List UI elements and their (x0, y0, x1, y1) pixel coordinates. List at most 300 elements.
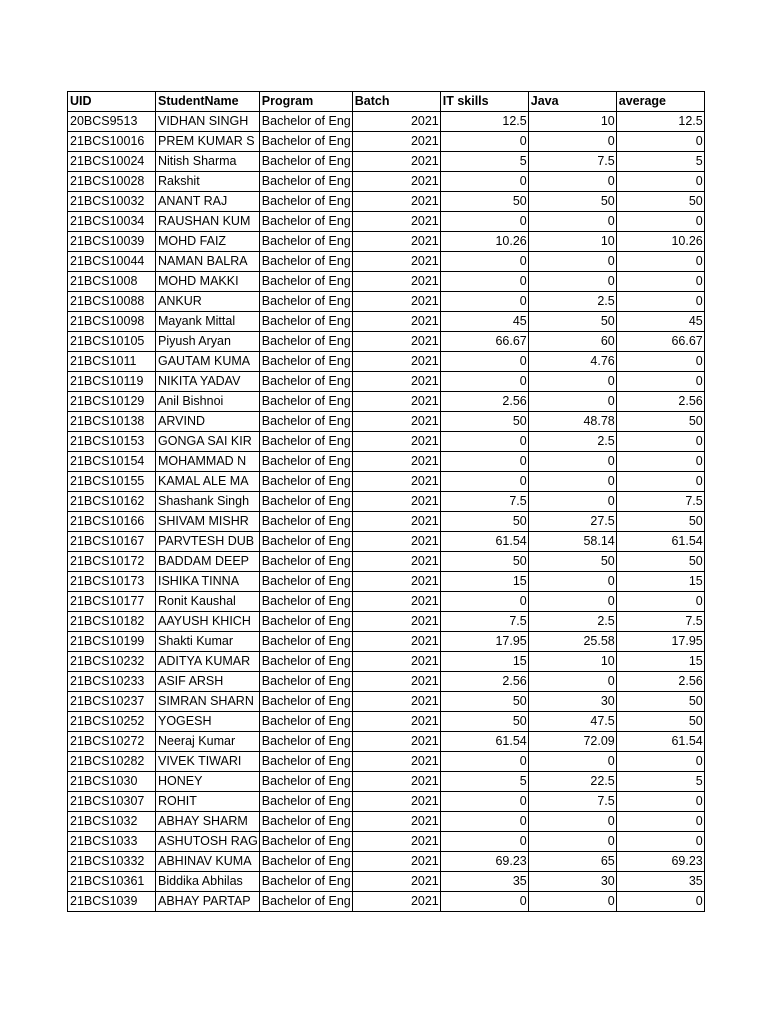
it-skills-cell: 0 (440, 132, 528, 152)
batch-cell: 2021 (352, 592, 440, 612)
program-cell: Bachelor of Eng (259, 672, 352, 692)
program-cell: Bachelor of Eng (259, 252, 352, 272)
program-cell: Bachelor of Eng (259, 112, 352, 132)
student-name-cell: Mayank Mittal (156, 312, 260, 332)
student-name-cell: ANANT RAJ (156, 192, 260, 212)
program-cell: Bachelor of Eng (259, 732, 352, 752)
uid-cell: 21BCS10155 (68, 472, 156, 492)
uid-cell: 21BCS1030 (68, 772, 156, 792)
batch-cell: 2021 (352, 752, 440, 772)
table-row (68, 272, 705, 292)
uid-cell: 21BCS10129 (68, 392, 156, 412)
it-skills-cell: 0 (440, 432, 528, 452)
it-skills-cell: 0 (440, 592, 528, 612)
batch-cell: 2021 (352, 832, 440, 852)
average-cell: 0 (616, 592, 704, 612)
batch-cell: 2021 (352, 672, 440, 692)
table-row (68, 812, 705, 832)
uid-cell: 21BCS10119 (68, 372, 156, 392)
uid-cell: 21BCS10237 (68, 692, 156, 712)
table-row (68, 312, 705, 332)
batch-cell: 2021 (352, 572, 440, 592)
uid-cell: 21BCS10233 (68, 672, 156, 692)
java-cell: 30 (528, 872, 616, 892)
java-cell: 72.09 (528, 732, 616, 752)
average-cell: 0 (616, 372, 704, 392)
it-skills-cell: 0 (440, 252, 528, 272)
java-cell: 0 (528, 212, 616, 232)
program-cell: Bachelor of Eng (259, 772, 352, 792)
uid-cell: 21BCS1033 (68, 832, 156, 852)
table-row (68, 632, 705, 652)
table-row (68, 592, 705, 612)
batch-cell: 2021 (352, 312, 440, 332)
batch-cell: 2021 (352, 552, 440, 572)
it-skills-cell: 0 (440, 892, 528, 912)
java-cell: 0 (528, 472, 616, 492)
student-name-cell: BADDAM DEEP (156, 552, 260, 572)
it-skills-cell: 17.95 (440, 632, 528, 652)
header-row (68, 92, 705, 112)
it-skills-cell: 50 (440, 552, 528, 572)
table-row (68, 232, 705, 252)
uid-cell: 20BCS9513 (68, 112, 156, 132)
java-cell: 2.5 (528, 432, 616, 452)
it-skills-cell: 0 (440, 372, 528, 392)
java-cell: 0 (528, 172, 616, 192)
batch-cell: 2021 (352, 392, 440, 412)
average-cell: 7.5 (616, 492, 704, 512)
uid-cell: 21BCS10032 (68, 192, 156, 212)
batch-cell: 2021 (352, 792, 440, 812)
it-skills-cell: 5 (440, 152, 528, 172)
it-skills-cell: 15 (440, 572, 528, 592)
java-cell: 27.5 (528, 512, 616, 532)
student-name-cell: SIMRAN SHARN (156, 692, 260, 712)
average-cell: 50 (616, 552, 704, 572)
average-cell: 12.5 (616, 112, 704, 132)
uid-cell: 21BCS10039 (68, 232, 156, 252)
student-name-cell: PREM KUMAR S (156, 132, 260, 152)
program-cell: Bachelor of Eng (259, 872, 352, 892)
student-name-cell: KAMAL ALE MA (156, 472, 260, 492)
batch-cell: 2021 (352, 192, 440, 212)
table-row (68, 672, 705, 692)
program-cell: Bachelor of Eng (259, 272, 352, 292)
program-cell: Bachelor of Eng (259, 752, 352, 772)
table-row (68, 772, 705, 792)
average-cell: 50 (616, 412, 704, 432)
it-skills-cell: 0 (440, 752, 528, 772)
java-cell: 0 (528, 812, 616, 832)
batch-cell: 2021 (352, 372, 440, 392)
table-row (68, 452, 705, 472)
table-row (68, 472, 705, 492)
program-cell: Bachelor of Eng (259, 372, 352, 392)
it-skills-cell: 0 (440, 452, 528, 472)
average-cell: 2.56 (616, 392, 704, 412)
table-row (68, 612, 705, 632)
java-cell: 0 (528, 592, 616, 612)
average-cell: 10.26 (616, 232, 704, 252)
average-cell: 61.54 (616, 732, 704, 752)
program-cell: Bachelor of Eng (259, 592, 352, 612)
java-cell: 0 (528, 252, 616, 272)
student-name-cell: Rakshit (156, 172, 260, 192)
program-cell: Bachelor of Eng (259, 832, 352, 852)
student-name-cell: ROHIT (156, 792, 260, 812)
program-cell: Bachelor of Eng (259, 552, 352, 572)
program-cell: Bachelor of Eng (259, 612, 352, 632)
batch-cell: 2021 (352, 492, 440, 512)
average-cell: 50 (616, 692, 704, 712)
student-name-cell: Nitish Sharma (156, 152, 260, 172)
it-skills-cell: 69.23 (440, 852, 528, 872)
java-cell: 25.58 (528, 632, 616, 652)
batch-cell: 2021 (352, 632, 440, 652)
batch-cell: 2021 (352, 692, 440, 712)
table-body (68, 112, 705, 912)
uid-cell: 21BCS10153 (68, 432, 156, 452)
student-name-cell: MOHD MAKKI (156, 272, 260, 292)
uid-cell: 21BCS10138 (68, 412, 156, 432)
table-row (68, 872, 705, 892)
header-student-name: StudentName (156, 92, 260, 112)
batch-cell: 2021 (352, 152, 440, 172)
student-name-cell: GAUTAM KUMA (156, 352, 260, 372)
it-skills-cell: 61.54 (440, 532, 528, 552)
program-cell: Bachelor of Eng (259, 852, 352, 872)
uid-cell: 21BCS1032 (68, 812, 156, 832)
program-cell: Bachelor of Eng (259, 392, 352, 412)
batch-cell: 2021 (352, 772, 440, 792)
student-name-cell: VIVEK TIWARI (156, 752, 260, 772)
uid-cell: 21BCS10028 (68, 172, 156, 192)
program-cell: Bachelor of Eng (259, 892, 352, 912)
average-cell: 0 (616, 272, 704, 292)
uid-cell: 21BCS10232 (68, 652, 156, 672)
average-cell: 0 (616, 252, 704, 272)
java-cell: 65 (528, 852, 616, 872)
table-row (68, 832, 705, 852)
uid-cell: 21BCS1039 (68, 892, 156, 912)
java-cell: 0 (528, 372, 616, 392)
program-cell: Bachelor of Eng (259, 352, 352, 372)
average-cell: 0 (616, 212, 704, 232)
it-skills-cell: 7.5 (440, 612, 528, 632)
header-average: average (616, 92, 704, 112)
average-cell: 50 (616, 192, 704, 212)
java-cell: 50 (528, 312, 616, 332)
uid-cell: 21BCS10098 (68, 312, 156, 332)
program-cell: Bachelor of Eng (259, 452, 352, 472)
it-skills-cell: 2.56 (440, 672, 528, 692)
average-cell: 0 (616, 432, 704, 452)
program-cell: Bachelor of Eng (259, 652, 352, 672)
batch-cell: 2021 (352, 252, 440, 272)
program-cell: Bachelor of Eng (259, 692, 352, 712)
student-name-cell: AAYUSH KHICH (156, 612, 260, 632)
program-cell: Bachelor of Eng (259, 512, 352, 532)
program-cell: Bachelor of Eng (259, 632, 352, 652)
program-cell: Bachelor of Eng (259, 812, 352, 832)
program-cell: Bachelor of Eng (259, 492, 352, 512)
student-name-cell: ISHIKA TINNA (156, 572, 260, 592)
java-cell: 0 (528, 892, 616, 912)
java-cell: 2.5 (528, 292, 616, 312)
table-row (68, 132, 705, 152)
it-skills-cell: 0 (440, 792, 528, 812)
average-cell: 2.56 (616, 672, 704, 692)
uid-cell: 21BCS10177 (68, 592, 156, 612)
student-name-cell: ABHAY PARTAP (156, 892, 260, 912)
uid-cell: 21BCS10167 (68, 532, 156, 552)
java-cell: 47.5 (528, 712, 616, 732)
uid-cell: 21BCS10162 (68, 492, 156, 512)
student-name-cell: Piyush Aryan (156, 332, 260, 352)
student-name-cell: MOHAMMAD N (156, 452, 260, 472)
java-cell: 4.76 (528, 352, 616, 372)
uid-cell: 21BCS10024 (68, 152, 156, 172)
uid-cell: 21BCS10105 (68, 332, 156, 352)
java-cell: 0 (528, 752, 616, 772)
table-row (68, 172, 705, 192)
table-row (68, 512, 705, 532)
table-row (68, 492, 705, 512)
batch-cell: 2021 (352, 652, 440, 672)
average-cell: 61.54 (616, 532, 704, 552)
table-row (68, 732, 705, 752)
java-cell: 0 (528, 832, 616, 852)
table-row (68, 712, 705, 732)
student-name-cell: YOGESH (156, 712, 260, 732)
table-row (68, 652, 705, 672)
uid-cell: 21BCS10154 (68, 452, 156, 472)
student-name-cell: ABHAY SHARM (156, 812, 260, 832)
student-name-cell: MOHD FAIZ (156, 232, 260, 252)
java-cell: 60 (528, 332, 616, 352)
student-name-cell: GONGA SAI KIR (156, 432, 260, 452)
it-skills-cell: 2.56 (440, 392, 528, 412)
average-cell: 7.5 (616, 612, 704, 632)
uid-cell: 21BCS10182 (68, 612, 156, 632)
average-cell: 66.67 (616, 332, 704, 352)
java-cell: 0 (528, 272, 616, 292)
table-row (68, 192, 705, 212)
average-cell: 0 (616, 132, 704, 152)
java-cell: 7.5 (528, 152, 616, 172)
program-cell: Bachelor of Eng (259, 292, 352, 312)
table-row (68, 392, 705, 412)
header-it-skills: IT skills (440, 92, 528, 112)
batch-cell: 2021 (352, 172, 440, 192)
student-name-cell: ADITYA KUMAR (156, 652, 260, 672)
batch-cell: 2021 (352, 512, 440, 532)
it-skills-cell: 0 (440, 272, 528, 292)
table-row (68, 752, 705, 772)
program-cell: Bachelor of Eng (259, 712, 352, 732)
batch-cell: 2021 (352, 412, 440, 432)
batch-cell: 2021 (352, 872, 440, 892)
uid-cell: 21BCS10361 (68, 872, 156, 892)
student-scores-table (67, 91, 705, 912)
program-cell: Bachelor of Eng (259, 572, 352, 592)
header-program: Program (259, 92, 352, 112)
uid-cell: 21BCS10172 (68, 552, 156, 572)
average-cell: 69.23 (616, 852, 704, 872)
student-name-cell: NIKITA YADAV (156, 372, 260, 392)
average-cell: 0 (616, 832, 704, 852)
java-cell: 0 (528, 132, 616, 152)
average-cell: 0 (616, 472, 704, 492)
table-row (68, 792, 705, 812)
uid-cell: 21BCS10332 (68, 852, 156, 872)
student-name-cell: ASHUTOSH RAG (156, 832, 260, 852)
average-cell: 0 (616, 792, 704, 812)
average-cell: 5 (616, 772, 704, 792)
java-cell: 58.14 (528, 532, 616, 552)
java-cell: 10 (528, 112, 616, 132)
average-cell: 17.95 (616, 632, 704, 652)
average-cell: 0 (616, 752, 704, 772)
table-row (68, 112, 705, 132)
student-name-cell: ASIF ARSH (156, 672, 260, 692)
student-name-cell: Shakti Kumar (156, 632, 260, 652)
student-name-cell: Anil Bishnoi (156, 392, 260, 412)
it-skills-cell: 0 (440, 812, 528, 832)
java-cell: 50 (528, 192, 616, 212)
program-cell: Bachelor of Eng (259, 152, 352, 172)
student-name-cell: VIDHAN SINGH (156, 112, 260, 132)
program-cell: Bachelor of Eng (259, 532, 352, 552)
batch-cell: 2021 (352, 612, 440, 632)
it-skills-cell: 50 (440, 712, 528, 732)
batch-cell: 2021 (352, 212, 440, 232)
student-name-cell: HONEY (156, 772, 260, 792)
table-row (68, 332, 705, 352)
it-skills-cell: 66.67 (440, 332, 528, 352)
java-cell: 7.5 (528, 792, 616, 812)
java-cell: 0 (528, 672, 616, 692)
batch-cell: 2021 (352, 472, 440, 492)
batch-cell: 2021 (352, 852, 440, 872)
header-java: Java (528, 92, 616, 112)
average-cell: 50 (616, 512, 704, 532)
uid-cell: 21BCS10272 (68, 732, 156, 752)
it-skills-cell: 12.5 (440, 112, 528, 132)
uid-cell: 21BCS10034 (68, 212, 156, 232)
student-name-cell: Shashank Singh (156, 492, 260, 512)
student-name-cell: ANKUR (156, 292, 260, 312)
table-row (68, 692, 705, 712)
uid-cell: 21BCS10252 (68, 712, 156, 732)
program-cell: Bachelor of Eng (259, 132, 352, 152)
java-cell: 0 (528, 572, 616, 592)
uid-cell: 21BCS10173 (68, 572, 156, 592)
student-name-cell: NAMAN BALRA (156, 252, 260, 272)
it-skills-cell: 0 (440, 472, 528, 492)
header-uid: UID (68, 92, 156, 112)
uid-cell: 21BCS10199 (68, 632, 156, 652)
table-row (68, 212, 705, 232)
program-cell: Bachelor of Eng (259, 332, 352, 352)
uid-cell: 21BCS10088 (68, 292, 156, 312)
batch-cell: 2021 (352, 452, 440, 472)
java-cell: 0 (528, 492, 616, 512)
table-row (68, 432, 705, 452)
batch-cell: 2021 (352, 232, 440, 252)
student-name-cell: Biddika Abhilas (156, 872, 260, 892)
average-cell: 15 (616, 572, 704, 592)
java-cell: 10 (528, 652, 616, 672)
table-row (68, 532, 705, 552)
uid-cell: 21BCS10044 (68, 252, 156, 272)
program-cell: Bachelor of Eng (259, 472, 352, 492)
it-skills-cell: 0 (440, 352, 528, 372)
batch-cell: 2021 (352, 292, 440, 312)
student-name-cell: ARVIND (156, 412, 260, 432)
average-cell: 5 (616, 152, 704, 172)
batch-cell: 2021 (352, 812, 440, 832)
table-row (68, 152, 705, 172)
average-cell: 35 (616, 872, 704, 892)
java-cell: 0 (528, 392, 616, 412)
java-cell: 48.78 (528, 412, 616, 432)
java-cell: 22.5 (528, 772, 616, 792)
java-cell: 50 (528, 552, 616, 572)
it-skills-cell: 5 (440, 772, 528, 792)
table-row (68, 252, 705, 272)
program-cell: Bachelor of Eng (259, 412, 352, 432)
program-cell: Bachelor of Eng (259, 432, 352, 452)
average-cell: 50 (616, 712, 704, 732)
batch-cell: 2021 (352, 712, 440, 732)
student-name-cell: Ronit Kaushal (156, 592, 260, 612)
it-skills-cell: 45 (440, 312, 528, 332)
it-skills-cell: 10.26 (440, 232, 528, 252)
program-cell: Bachelor of Eng (259, 172, 352, 192)
it-skills-cell: 0 (440, 212, 528, 232)
it-skills-cell: 7.5 (440, 492, 528, 512)
uid-cell: 21BCS10166 (68, 512, 156, 532)
average-cell: 0 (616, 352, 704, 372)
uid-cell: 21BCS10307 (68, 792, 156, 812)
batch-cell: 2021 (352, 432, 440, 452)
batch-cell: 2021 (352, 112, 440, 132)
table-row (68, 412, 705, 432)
header-batch: Batch (352, 92, 440, 112)
table-row (68, 892, 705, 912)
batch-cell: 2021 (352, 532, 440, 552)
it-skills-cell: 50 (440, 412, 528, 432)
batch-cell: 2021 (352, 892, 440, 912)
average-cell: 0 (616, 452, 704, 472)
java-cell: 0 (528, 452, 616, 472)
table-row (68, 352, 705, 372)
program-cell: Bachelor of Eng (259, 212, 352, 232)
table-row (68, 292, 705, 312)
table-row (68, 852, 705, 872)
uid-cell: 21BCS1008 (68, 272, 156, 292)
student-name-cell: ABHINAV KUMA (156, 852, 260, 872)
batch-cell: 2021 (352, 132, 440, 152)
uid-cell: 21BCS1011 (68, 352, 156, 372)
table-row (68, 372, 705, 392)
it-skills-cell: 61.54 (440, 732, 528, 752)
average-cell: 15 (616, 652, 704, 672)
student-name-cell: PARVTESH DUB (156, 532, 260, 552)
program-cell: Bachelor of Eng (259, 312, 352, 332)
